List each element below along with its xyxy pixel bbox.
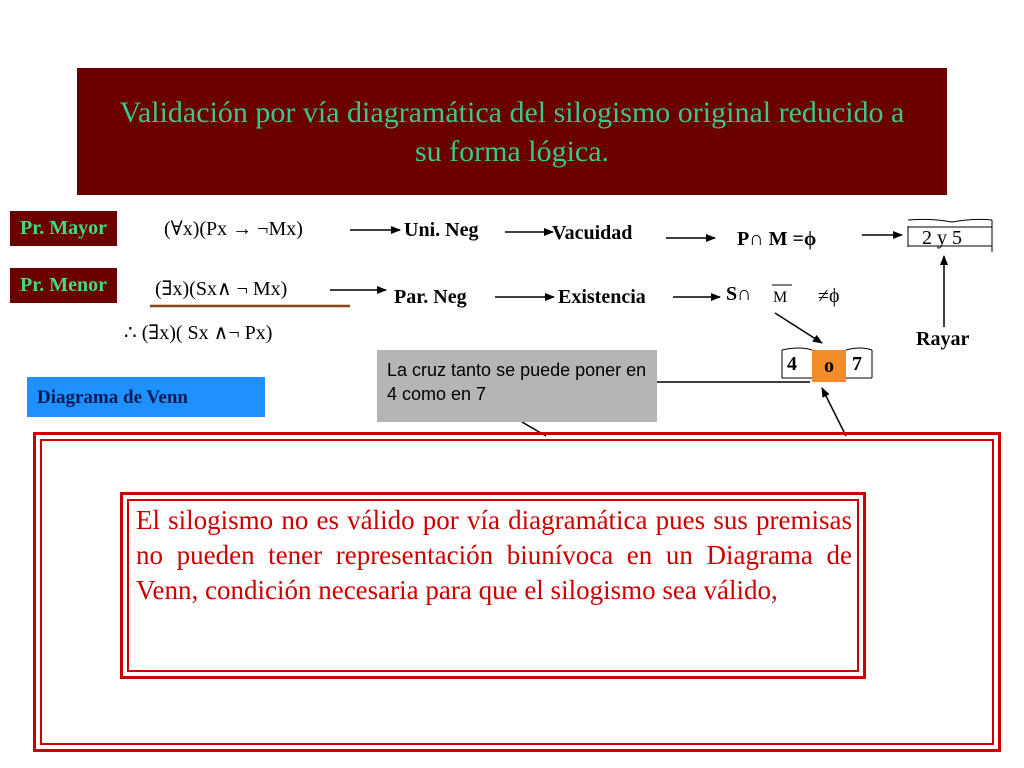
region-4: 4 (787, 353, 797, 375)
nota-box (377, 350, 657, 422)
premisa-mayor-tipo: Uni. Neg (404, 219, 479, 241)
premisa-mayor-regiones: 2 y 5 (922, 227, 962, 249)
conclusion-text: El silogismo no es válido por vía diagramática pues sus premisas no pueden tener representación biunívoca en un Diagrama de Venn, condición necesaria para que el silogismo sea válido, (136, 505, 852, 606)
premisa-menor-formula: (∃x)(Sx∧ ¬ Mx) (155, 278, 288, 300)
premisa-menor-label: Pr. Menor (10, 268, 117, 303)
arrow-frame-to-region (822, 388, 846, 436)
premisa-mayor-expresion: P∩ M =ϕ (737, 228, 817, 250)
region-7: 7 (852, 353, 862, 375)
premisa-menor-tipo: Par. Neg (394, 286, 467, 308)
arrow-expresion-to-region (775, 313, 822, 343)
conclusion-formula: ∴ (∃x)( Sx ∧¬ Px) (124, 322, 273, 344)
rayar-label: Rayar (916, 328, 970, 350)
diagrama-venn-label: Diagrama de Venn (27, 377, 265, 417)
premisa-menor-expresion-s: S∩ (726, 283, 752, 305)
premisa-menor-expresion-neq: ≠ϕ (818, 285, 840, 307)
premisa-mayor-condicion: Vacuidad (552, 222, 633, 244)
premisa-menor-expresion-m: M (773, 289, 788, 306)
premisa-mayor-label: Pr. Mayor (10, 211, 117, 246)
region-o-label: o (824, 354, 834, 377)
region-o (812, 350, 846, 382)
premisa-menor-condicion: Existencia (558, 286, 646, 308)
page-title: Validación por vía diagramática del silogismo original reducido a su forma lógica. (119, 95, 905, 168)
premisa-mayor-formula: (∀x)(Px → ¬Mx) (164, 218, 303, 240)
nota-text: La cruz tanto se puede poner en 4 como en 7 (387, 360, 647, 405)
